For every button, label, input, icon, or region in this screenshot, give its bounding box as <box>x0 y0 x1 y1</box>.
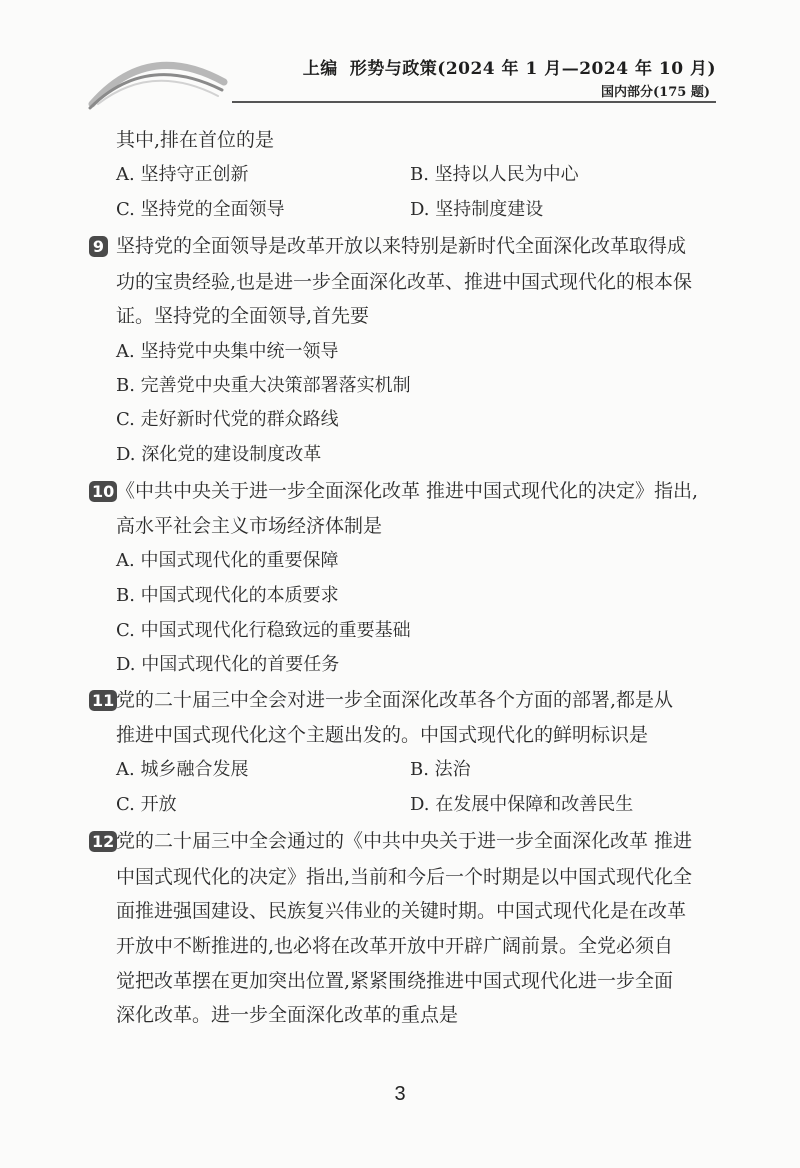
header-topic: 形势与政策(2024 年 1 月—2024 年 10 月) <box>349 59 716 79</box>
q11-option-d: D. 在发展中保障和改善民生 <box>410 794 634 815</box>
q12-number-badge: 12 <box>89 831 117 852</box>
q10-number-badge: 10 <box>89 481 117 502</box>
q12-stem-line-3: 面推进强国建设、民族复兴伟业的关键时期。中国式现代化是在改革 <box>116 900 687 922</box>
q8-option-a: A. 坚持守正创新 <box>116 164 249 185</box>
header-part: 上编 <box>302 59 338 79</box>
q9-option-b: B. 完善党中央重大决策部署落实机制 <box>116 375 411 396</box>
q11-stem-line-1: 党的二十届三中全会对进一步全面深化改革各个方面的部署,都是从 <box>116 689 674 711</box>
q12-stem-line-4: 开放中不断推进的,也必将在改革开放中开辟广阔前景。全党必须自 <box>116 935 674 957</box>
q11-option-a: A. 城乡融合发展 <box>116 759 249 780</box>
q11-option-b: B. 法治 <box>410 759 471 780</box>
q8-option-d: D. 坚持制度建设 <box>410 199 544 220</box>
q11-number-badge: 11 <box>89 690 117 711</box>
q10-option-d: D. 中国式现代化的首要任务 <box>116 654 340 675</box>
q12-stem-line-1: 党的二十届三中全会通过的《中共中央关于进一步全面深化改革 推进 <box>116 830 693 852</box>
q11-stem-line-2: 推进中国式现代化这个主题出发的。中国式现代化的鲜明标识是 <box>116 724 649 746</box>
q12-stem-line-5: 觉把改革摆在更加突出位置,紧紧围绕推进中国式现代化进一步全面 <box>116 970 674 992</box>
q9-number-badge: 9 <box>89 236 108 257</box>
q10-stem-line-2: 高水平社会主义市场经济体制是 <box>116 515 383 537</box>
q9-option-d: D. 深化党的建设制度改革 <box>116 444 322 465</box>
q8-stem-tail: 其中,排在首位的是 <box>116 129 275 151</box>
header-subtitle: 国内部分(175 题) <box>601 85 710 100</box>
q9-option-c: C. 走好新时代党的群众路线 <box>116 409 339 430</box>
q8-option-c: C. 坚持党的全面领导 <box>116 199 285 220</box>
q10-option-b: B. 中国式现代化的本质要求 <box>116 585 339 606</box>
q11-option-c: C. 开放 <box>116 794 177 815</box>
header-arc-decoration <box>88 48 228 110</box>
q10-option-c: C. 中国式现代化行稳致远的重要基础 <box>116 620 411 641</box>
q9-option-a: A. 坚持党中央集中统一领导 <box>116 341 339 362</box>
header-divider <box>232 101 716 103</box>
q10-option-a: A. 中国式现代化的重要保障 <box>116 550 339 571</box>
q12-stem-line-6: 深化改革。进一步全面深化改革的重点是 <box>116 1004 459 1026</box>
q9-stem-line-1: 坚持党的全面领导是改革开放以来特别是新时代全面深化改革取得成 <box>116 235 687 257</box>
q12-stem-line-2: 中国式现代化的决定》指出,当前和今后一个时期是以中国式现代化全 <box>116 866 693 888</box>
q9-stem-line-2: 功的宝贵经验,也是进一步全面深化改革、推进中国式现代化的根本保 <box>116 271 693 293</box>
q9-stem-line-3: 证。坚持党的全面领导,首先要 <box>116 305 370 327</box>
q8-option-b: B. 坚持以人民为中心 <box>410 164 579 185</box>
page-number: 3 <box>394 1083 406 1105</box>
q10-stem-line-1: 《中共中央关于进一步全面深化改革 推进中国式现代化的决定》指出, <box>116 480 699 502</box>
header-title <box>303 54 716 79</box>
